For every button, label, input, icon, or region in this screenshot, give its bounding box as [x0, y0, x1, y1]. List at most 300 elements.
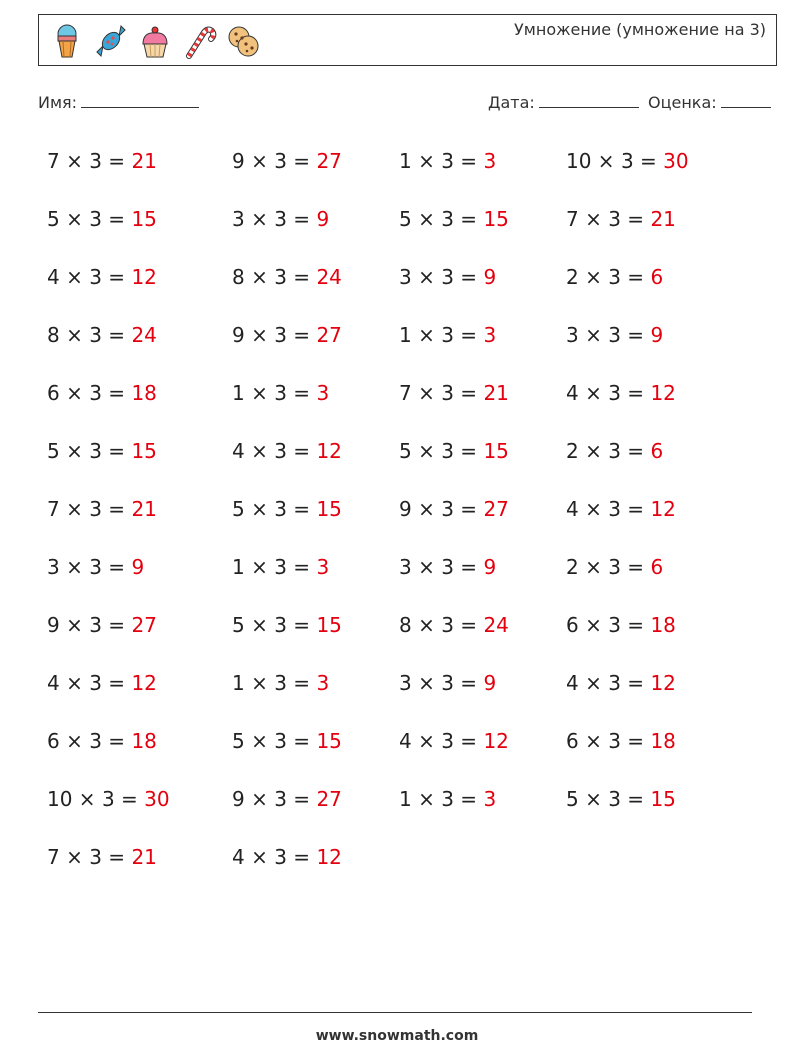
equals-sign: =	[286, 555, 317, 579]
factor-a: 8	[47, 323, 60, 347]
problem-item	[47, 261, 232, 319]
multiply-sign: ×	[578, 613, 609, 637]
problem-item	[47, 609, 232, 667]
factor-a: 9	[232, 149, 245, 173]
factor-a: 5	[232, 729, 245, 753]
answer: 6	[650, 555, 664, 579]
multiply-sign: ×	[244, 265, 275, 289]
factor-b: 3	[274, 613, 287, 637]
factor-b: 3	[441, 729, 454, 753]
multiply-sign: ×	[59, 207, 90, 231]
problem-item	[399, 551, 566, 609]
equals-sign: =	[620, 381, 651, 405]
multiply-sign: ×	[578, 497, 609, 521]
problem-item	[232, 145, 399, 203]
answer: 27	[131, 613, 157, 637]
equals-sign: =	[286, 323, 317, 347]
score-field	[648, 93, 771, 112]
problem-item	[566, 725, 733, 783]
equals-sign: =	[620, 555, 651, 579]
answer: 3	[316, 555, 330, 579]
factor-a: 1	[232, 671, 245, 695]
factor-b: 3	[89, 497, 102, 521]
problem-item	[566, 203, 733, 261]
problem-item	[566, 319, 733, 377]
factor-a: 5	[232, 613, 245, 637]
factor-b: 3	[89, 207, 102, 231]
equals-sign: =	[286, 729, 317, 753]
factor-b: 3	[608, 265, 621, 289]
equals-sign: =	[453, 439, 484, 463]
answer: 12	[316, 845, 342, 869]
factor-a: 1	[399, 149, 412, 173]
equals-sign: =	[101, 323, 132, 347]
problem-item	[399, 435, 566, 493]
factor-b: 3	[441, 149, 454, 173]
factor-a: 5	[399, 439, 412, 463]
factor-a: 3	[566, 323, 579, 347]
problem-item	[232, 435, 399, 493]
factor-a: 6	[566, 613, 579, 637]
answer: 27	[316, 787, 342, 811]
multiply-sign: ×	[578, 671, 609, 695]
factor-a: 9	[47, 613, 60, 637]
multiply-sign: ×	[411, 497, 442, 521]
equals-sign: =	[620, 787, 651, 811]
multiply-sign: ×	[59, 381, 90, 405]
problem-item	[232, 493, 399, 551]
problem-item	[47, 551, 232, 609]
equals-sign: =	[453, 729, 484, 753]
factor-b: 3	[89, 671, 102, 695]
equals-sign: =	[101, 149, 132, 173]
problem-item	[399, 783, 566, 841]
multiply-sign: ×	[411, 149, 442, 173]
problem-item	[566, 551, 733, 609]
equals-sign: =	[286, 265, 317, 289]
multiply-sign: ×	[244, 787, 275, 811]
multiply-sign: ×	[578, 265, 609, 289]
answer: 15	[483, 439, 509, 463]
answer: 9	[650, 323, 664, 347]
problem-item	[566, 261, 733, 319]
problem-item	[232, 261, 399, 319]
equals-sign: =	[453, 671, 484, 695]
multiply-sign: ×	[244, 439, 275, 463]
factor-a: 8	[399, 613, 412, 637]
factor-a: 2	[566, 265, 579, 289]
multiply-sign: ×	[411, 323, 442, 347]
answer: 9	[316, 207, 330, 231]
equals-sign: =	[620, 265, 651, 289]
problem-item	[47, 319, 232, 377]
answer: 12	[131, 265, 157, 289]
answer: 3	[483, 149, 497, 173]
factor-b: 3	[608, 497, 621, 521]
answer: 15	[131, 207, 157, 231]
answer: 21	[483, 381, 509, 405]
multiply-sign: ×	[59, 613, 90, 637]
factor-b: 3	[608, 323, 621, 347]
answer: 3	[483, 323, 497, 347]
equals-sign: =	[620, 613, 651, 637]
multiply-sign: ×	[411, 381, 442, 405]
worksheet-title: Умножение (умножение на 3)	[514, 20, 766, 39]
equals-sign: =	[101, 671, 132, 695]
answer: 9	[483, 265, 497, 289]
multiply-sign: ×	[59, 671, 90, 695]
factor-a: 7	[47, 149, 60, 173]
factor-a: 9	[399, 497, 412, 521]
problem-item	[47, 841, 232, 899]
ice-cream-icon	[49, 22, 85, 60]
equals-sign: =	[101, 265, 132, 289]
equals-sign: =	[620, 671, 651, 695]
problem-item	[566, 145, 733, 203]
problem-item	[566, 435, 733, 493]
factor-a: 7	[399, 381, 412, 405]
factor-b: 3	[89, 265, 102, 289]
problem-item	[47, 783, 232, 841]
factor-b: 3	[274, 439, 287, 463]
problem-item	[232, 551, 399, 609]
problem-item	[566, 609, 733, 667]
answer: 27	[483, 497, 509, 521]
equals-sign: =	[101, 729, 132, 753]
name-blank[interactable]	[81, 93, 199, 108]
factor-a: 7	[566, 207, 579, 231]
factor-b: 3	[441, 555, 454, 579]
factor-b: 3	[608, 381, 621, 405]
factor-b: 3	[441, 207, 454, 231]
equals-sign: =	[453, 381, 484, 405]
factor-a: 4	[47, 265, 60, 289]
factor-a: 3	[232, 207, 245, 231]
problem-item	[399, 319, 566, 377]
factor-a: 4	[566, 381, 579, 405]
problem-item	[47, 377, 232, 435]
factor-a: 4	[47, 671, 60, 695]
multiply-sign: ×	[244, 497, 275, 521]
equals-sign: =	[620, 439, 651, 463]
answer: 6	[650, 265, 664, 289]
equals-sign: =	[101, 845, 132, 869]
equals-sign: =	[453, 323, 484, 347]
factor-a: 5	[566, 787, 579, 811]
answer: 12	[316, 439, 342, 463]
multiply-sign: ×	[411, 671, 442, 695]
problem-item	[232, 783, 399, 841]
multiply-sign: ×	[244, 207, 275, 231]
factor-b: 3	[274, 323, 287, 347]
multiply-sign: ×	[244, 671, 275, 695]
multiply-sign: ×	[411, 787, 442, 811]
equals-sign: =	[286, 613, 317, 637]
problem-item	[47, 435, 232, 493]
multiply-sign: ×	[411, 555, 442, 579]
score-blank[interactable]	[721, 93, 771, 108]
footer-divider	[38, 1012, 752, 1013]
factor-a: 5	[232, 497, 245, 521]
multiply-sign: ×	[244, 555, 275, 579]
factor-b: 3	[608, 439, 621, 463]
answer: 9	[483, 671, 497, 695]
date-field	[488, 93, 639, 112]
multiply-sign: ×	[578, 729, 609, 753]
multiply-sign: ×	[59, 497, 90, 521]
multiply-sign: ×	[244, 845, 275, 869]
factor-b: 3	[620, 149, 634, 173]
problem-grid	[47, 145, 733, 899]
answer: 12	[483, 729, 509, 753]
factor-a: 7	[47, 497, 60, 521]
multiply-sign: ×	[244, 381, 275, 405]
answer: 9	[131, 555, 145, 579]
problem-item	[232, 667, 399, 725]
factor-a: 9	[232, 787, 245, 811]
factor-b: 3	[274, 265, 287, 289]
multiply-sign: ×	[591, 149, 621, 173]
equals-sign: =	[620, 729, 651, 753]
answer: 24	[316, 265, 342, 289]
equals-sign: =	[620, 497, 651, 521]
problem-item	[232, 319, 399, 377]
equals-sign: =	[620, 323, 651, 347]
equals-sign: =	[453, 497, 484, 521]
factor-b: 3	[274, 845, 287, 869]
factor-b: 3	[441, 265, 454, 289]
candy-cane-icon	[181, 22, 217, 60]
answer: 6	[650, 439, 664, 463]
problem-item	[566, 377, 733, 435]
answer: 27	[316, 323, 342, 347]
multiply-sign: ×	[578, 787, 609, 811]
factor-a: 1	[232, 555, 245, 579]
answer: 9	[483, 555, 497, 579]
equals-sign: =	[633, 149, 664, 173]
factor-a: 3	[399, 555, 412, 579]
problem-item	[232, 203, 399, 261]
equals-sign: =	[101, 497, 132, 521]
factor-b: 3	[89, 381, 102, 405]
factor-b: 3	[274, 207, 287, 231]
answer: 3	[483, 787, 497, 811]
factor-a: 4	[566, 497, 579, 521]
factor-b: 3	[441, 381, 454, 405]
equals-sign: =	[453, 149, 484, 173]
answer: 15	[483, 207, 509, 231]
answer: 21	[131, 149, 157, 173]
factor-b: 3	[274, 381, 287, 405]
multiply-sign: ×	[578, 439, 609, 463]
multiply-sign: ×	[59, 323, 90, 347]
multiply-sign: ×	[244, 729, 275, 753]
factor-b: 3	[441, 497, 454, 521]
answer: 15	[650, 787, 676, 811]
problem-item	[232, 609, 399, 667]
factor-b: 3	[608, 207, 621, 231]
factor-b: 3	[274, 729, 287, 753]
equals-sign: =	[620, 207, 651, 231]
problem-item	[399, 667, 566, 725]
multiply-sign: ×	[244, 323, 275, 347]
factor-a: 10	[566, 149, 592, 173]
answer: 12	[650, 671, 676, 695]
score-label: Оценка:	[648, 93, 717, 112]
factor-a: 4	[232, 439, 245, 463]
multiply-sign: ×	[411, 729, 442, 753]
factor-b: 3	[608, 671, 621, 695]
answer: 18	[131, 381, 157, 405]
candy-icon	[93, 22, 129, 60]
factor-b: 3	[441, 787, 454, 811]
answer: 12	[650, 381, 676, 405]
problem-item	[399, 493, 566, 551]
problem-item	[47, 203, 232, 261]
factor-a: 1	[399, 323, 412, 347]
problem-item	[566, 493, 733, 551]
multiply-sign: ×	[411, 439, 442, 463]
factor-a: 1	[232, 381, 245, 405]
answer: 12	[650, 497, 676, 521]
multiply-sign: ×	[59, 729, 90, 753]
factor-a: 9	[232, 323, 245, 347]
multiply-sign: ×	[59, 265, 90, 289]
answer: 15	[131, 439, 157, 463]
factor-b: 3	[608, 787, 621, 811]
equals-sign: =	[286, 207, 317, 231]
name-field	[38, 93, 199, 112]
multiply-sign: ×	[578, 381, 609, 405]
equals-sign: =	[101, 613, 132, 637]
factor-b: 3	[441, 671, 454, 695]
factor-a: 2	[566, 439, 579, 463]
factor-b: 3	[101, 787, 115, 811]
equals-sign: =	[286, 381, 317, 405]
problem-item	[47, 145, 232, 203]
factor-b: 3	[89, 323, 102, 347]
equals-sign: =	[453, 265, 484, 289]
problem-item	[399, 145, 566, 203]
multiply-sign: ×	[578, 207, 609, 231]
problem-item	[47, 667, 232, 725]
problem-item	[47, 725, 232, 783]
factor-b: 3	[274, 497, 287, 521]
date-label: Дата:	[488, 93, 535, 112]
factor-a: 10	[47, 787, 73, 811]
factor-a: 6	[47, 381, 60, 405]
cookies-icon	[225, 22, 261, 60]
equals-sign: =	[453, 787, 484, 811]
factor-a: 5	[399, 207, 412, 231]
cupcake-icon	[137, 22, 173, 60]
multiply-sign: ×	[59, 149, 90, 173]
answer: 3	[316, 381, 330, 405]
answer: 15	[316, 729, 342, 753]
factor-a: 5	[47, 207, 60, 231]
answer: 30	[144, 787, 170, 811]
multiply-sign: ×	[578, 555, 609, 579]
worksheet-header	[38, 14, 777, 66]
multiply-sign: ×	[411, 613, 442, 637]
factor-b: 3	[608, 613, 621, 637]
equals-sign: =	[453, 555, 484, 579]
factor-b: 3	[89, 845, 102, 869]
problem-item	[399, 261, 566, 319]
equals-sign: =	[101, 381, 132, 405]
factor-a: 1	[399, 787, 412, 811]
equals-sign: =	[286, 671, 317, 695]
answer: 24	[131, 323, 157, 347]
equals-sign: =	[286, 845, 317, 869]
problem-item	[399, 725, 566, 783]
answer: 3	[316, 671, 330, 695]
answer: 21	[131, 497, 157, 521]
factor-b: 3	[441, 613, 454, 637]
answer: 21	[650, 207, 676, 231]
factor-a: 7	[47, 845, 60, 869]
factor-b: 3	[274, 787, 287, 811]
equals-sign: =	[101, 555, 132, 579]
factor-a: 5	[47, 439, 60, 463]
factor-a: 6	[47, 729, 60, 753]
problem-item	[232, 377, 399, 435]
multiply-sign: ×	[578, 323, 609, 347]
date-blank[interactable]	[539, 93, 639, 108]
equals-sign: =	[453, 613, 484, 637]
name-label: Имя:	[38, 93, 78, 112]
equals-sign: =	[286, 787, 317, 811]
factor-a: 2	[566, 555, 579, 579]
problem-item	[232, 725, 399, 783]
answer: 27	[316, 149, 342, 173]
factor-a: 6	[566, 729, 579, 753]
answer: 30	[663, 149, 689, 173]
equals-sign: =	[453, 207, 484, 231]
equals-sign: =	[101, 207, 132, 231]
factor-b: 3	[89, 555, 102, 579]
factor-a: 8	[232, 265, 245, 289]
multiply-sign: ×	[59, 845, 90, 869]
factor-b: 3	[274, 555, 287, 579]
footer-site: www.snowmath.com	[315, 1028, 479, 1044]
factor-a: 4	[232, 845, 245, 869]
answer: 18	[650, 729, 676, 753]
factor-b: 3	[608, 555, 621, 579]
multiply-sign: ×	[59, 555, 90, 579]
factor-b: 3	[274, 149, 287, 173]
equals-sign: =	[286, 149, 317, 173]
multiply-sign: ×	[411, 265, 442, 289]
answer: 12	[131, 671, 157, 695]
factor-a: 3	[399, 671, 412, 695]
decor-icons	[49, 22, 261, 60]
factor-a: 3	[399, 265, 412, 289]
multiply-sign: ×	[244, 613, 275, 637]
factor-b: 3	[441, 323, 454, 347]
multiply-sign: ×	[411, 207, 442, 231]
factor-b: 3	[441, 439, 454, 463]
problem-item	[47, 493, 232, 551]
factor-b: 3	[274, 671, 287, 695]
answer: 15	[316, 613, 342, 637]
answer: 24	[483, 613, 509, 637]
problem-item	[399, 609, 566, 667]
factor-b: 3	[89, 439, 102, 463]
problem-item	[399, 203, 566, 261]
problem-item	[566, 783, 733, 841]
equals-sign: =	[101, 439, 132, 463]
